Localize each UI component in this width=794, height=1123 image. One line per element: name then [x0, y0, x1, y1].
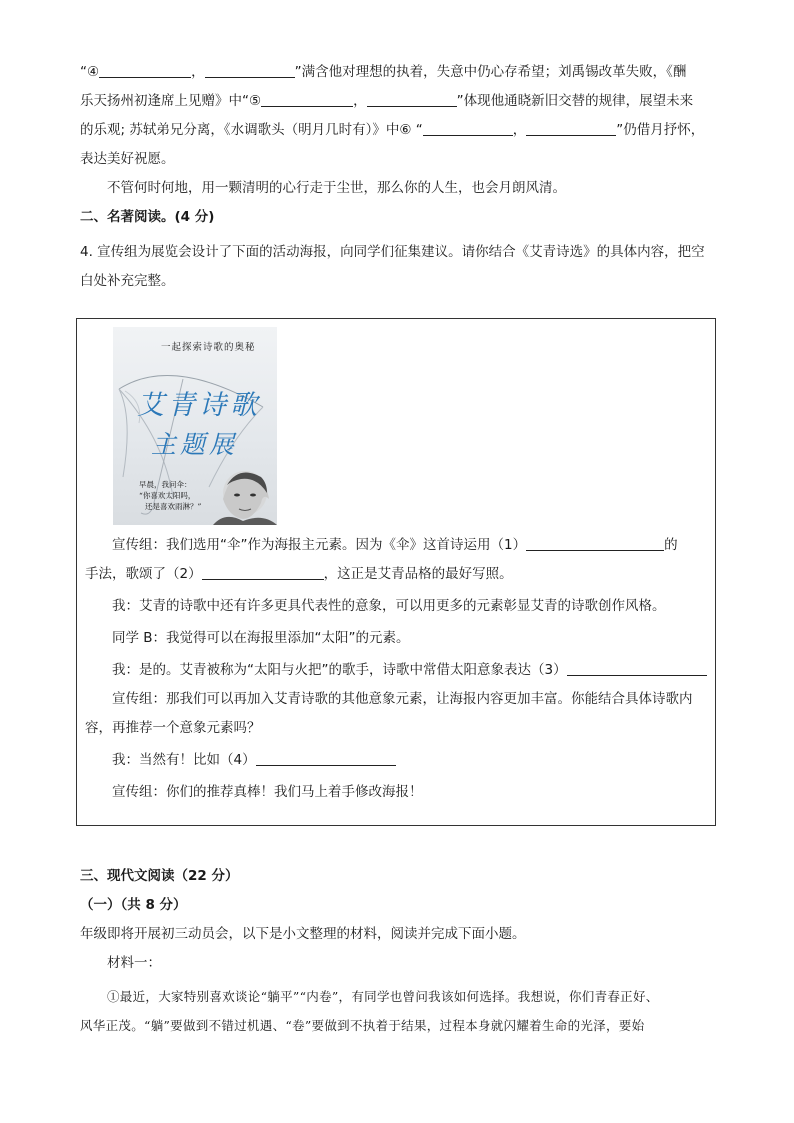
poster-quote-line: 还是喜欢雨淋？”: [145, 502, 202, 511]
text-run: ”仍借月抒怀，: [616, 122, 705, 138]
poster-title-line1: 艾青诗歌: [137, 390, 261, 421]
material-label: 材料一：: [107, 955, 161, 971]
text-run: ，: [512, 122, 527, 138]
section3: [80, 862, 720, 1040]
dialogue-5-line1: 宣传组：那我们可以再加入艾青诗歌的其他意象元素，让海报内容更加丰富。你能结合具体诗歌内: [112, 691, 693, 707]
para1-line3: [80, 116, 720, 145]
dialogue-1-line1: [85, 531, 711, 560]
blank-4[interactable]: [256, 750, 396, 766]
para1-line2: [80, 87, 720, 116]
blank-6b[interactable]: [526, 120, 616, 136]
text-run: 手法，歌颂了（2）: [85, 566, 202, 582]
sub1-title: （一）（共 8 分）: [80, 897, 187, 913]
dialogue-block: [85, 531, 711, 807]
text-run: 乐天扬州初逢席上见赠》中“⑤: [80, 93, 262, 109]
text-run: ，: [353, 93, 367, 109]
document-page: [80, 58, 720, 296]
blank-6a[interactable]: [423, 120, 513, 136]
poster-quote-line: “你喜欢太阳吗，: [139, 491, 196, 500]
dialogue-3: 同学 B：我觉得可以在海报里添加“太阳”的元素。: [112, 630, 410, 646]
poster-quote-line: 早晨，我问伞：: [139, 480, 192, 489]
poster-quote: [139, 479, 201, 512]
dialogue-7: 宣传组：你们的推荐真棒！我们马上着手修改海报！: [112, 784, 423, 800]
text-run: 我：是的。艾青被称为“太阳与火把”的歌手，诗歌中常借太阳意象表达（3）: [112, 662, 567, 678]
intro: 年级即将开展初三动员会，以下是小文整理的材料，阅读并完成下面小题。: [80, 926, 526, 942]
q4-line2: 白处补充完整。: [80, 273, 175, 289]
para1-line1: [80, 58, 720, 87]
dialogue-4: [85, 656, 711, 685]
blank-4a[interactable]: [99, 62, 191, 78]
text-run: “④: [80, 64, 100, 80]
blank-3[interactable]: [567, 660, 707, 676]
dialogue-5-line2: 容，再推荐一个意象元素吗？: [85, 720, 261, 736]
text-run: 的: [664, 537, 678, 553]
blank-1[interactable]: [526, 535, 664, 551]
section3-title: 三、现代文阅读（22 分）: [80, 868, 239, 884]
q4-line1: 4. 宣传组为展览会设计了下面的活动海报，向同学们征集建议。请你结合《艾青诗选》的具体内容，把空: [80, 244, 705, 260]
poster-top-text: 一起探索诗歌的奥秘: [161, 342, 256, 353]
text-run: ”体现他通晓新旧交替的规律，展望未来: [456, 93, 694, 109]
poster-dialogue-box: [76, 318, 716, 826]
material-line2: 风华正茂。“躺”要做到不错过机遇、“卷”要做到不执着于结果，过程本身就闪耀着生命的光泽，要始: [80, 1018, 645, 1033]
poster-title-line2: 主题展: [151, 430, 239, 459]
blank-4b[interactable]: [205, 62, 295, 78]
text-run: 我：当然有！比如（4）: [112, 752, 256, 768]
material-line1: ①最近，大家特别喜欢谈论“躺平”“内卷”，有同学也曾问我该如何选择。我想说，你们青春正好、: [107, 989, 659, 1004]
para1-line4: 表达美好祝愿。: [80, 151, 175, 167]
blank-5b[interactable]: [367, 91, 457, 107]
section2-title: 二、名著阅读。(4 分): [80, 209, 215, 225]
para2: 不管何时何地，用一颗清明的心行走于尘世，那么你的人生，也会月朗风清。: [107, 180, 566, 196]
text-run: ，这正是艾青品格的最好写照。: [323, 566, 513, 582]
text-run: ，: [191, 64, 205, 80]
dialogue-1-line2: [85, 560, 711, 589]
dialogue-2: 我：艾青的诗歌中还有许多更具代表性的意象，可以用更多的元素彰显艾青的诗歌创作风格。: [112, 598, 666, 614]
dialogue-6: [85, 746, 711, 775]
blank-5a[interactable]: [261, 91, 353, 107]
blank-2[interactable]: [202, 564, 324, 580]
text-run: 宣传组：我们选用“伞”作为海报主元素。因为《伞》这首诗运用（1）: [112, 537, 527, 553]
poster-image: [113, 327, 277, 525]
text-run: 的乐观; 苏轼弟兄分离，《水调歌头（明月几时有）》中⑥ “: [80, 122, 423, 138]
text-run: ”满含他对理想的执着，失意中仍心存希望；刘禹锡改革失败，《酬: [294, 64, 687, 80]
